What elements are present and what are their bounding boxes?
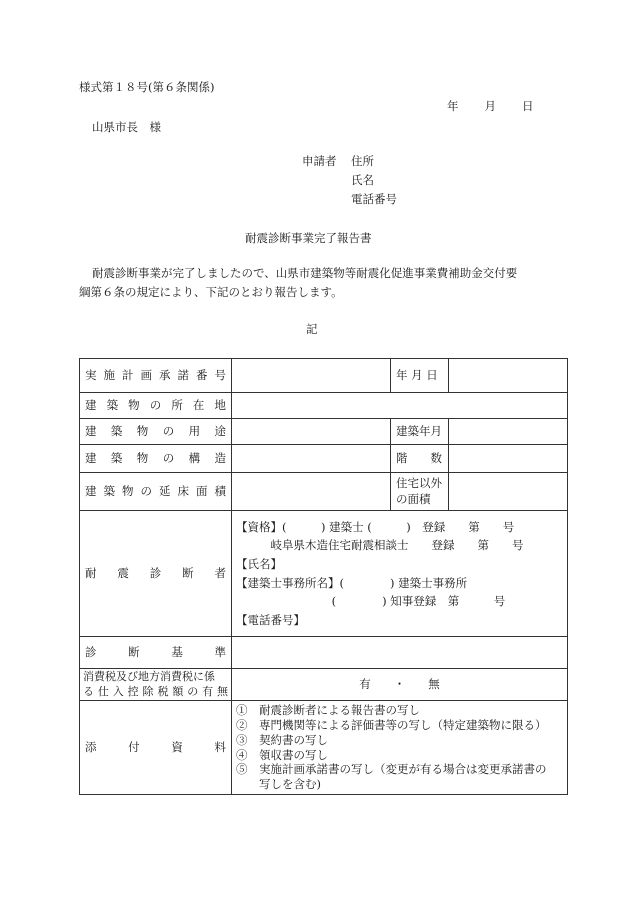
- attachment-item-4: ④ 領収書の写し: [236, 747, 328, 762]
- applicant-label: 申請者: [302, 154, 337, 168]
- usage-label: 建築物の用途: [80, 419, 232, 445]
- table-row-attachments: [80, 701, 568, 795]
- floors-label: 階 数: [391, 445, 449, 473]
- non-residential-area-label: [391, 473, 449, 511]
- floor-area-field[interactable]: [232, 473, 391, 511]
- table-row-usage: [80, 419, 568, 445]
- table-row-diagnostician: [80, 511, 568, 637]
- addressee: 山県市長 様: [92, 120, 161, 134]
- report-table: [79, 358, 568, 795]
- attachment-item-5: ⑤ 実施計画承諾書の写し（変更が有る場合は変更承諾書の: [236, 762, 547, 777]
- diagnostician-field[interactable]: [232, 511, 568, 637]
- applicant-address-label: 住所: [351, 154, 374, 168]
- usage-field[interactable]: [232, 419, 391, 445]
- date-line: 年 月 日: [447, 99, 535, 113]
- diagnostician-registration-line: ( ) 知事登録 第 号: [236, 594, 506, 609]
- location-field[interactable]: [232, 393, 568, 419]
- ki-marker: 記: [306, 322, 318, 336]
- tax-deduction-label-line1: 消費税及び地方消費税に係: [83, 670, 215, 684]
- attachment-item-2: ② 専門機関等による評価書等の写し（特定建築物に限る）: [236, 717, 547, 732]
- construction-year-label: 建築年月: [391, 419, 449, 445]
- approval-number-label: 実施計画承諾番号: [80, 359, 232, 393]
- non-residential-area-label-line1: 住宅以外: [396, 475, 442, 490]
- floor-area-label: 建築物の延床面積: [80, 473, 232, 511]
- applicant-name-label: 氏名: [351, 173, 374, 187]
- table-row-approval-number: [80, 359, 568, 393]
- table-row-structure: [80, 445, 568, 473]
- floors-field[interactable]: [449, 445, 568, 473]
- attachment-item-3: ③ 契約書の写し: [236, 732, 328, 747]
- approval-number-field[interactable]: [232, 359, 391, 393]
- structure-field[interactable]: [232, 445, 391, 473]
- table-row-tax-deduction: [80, 669, 568, 701]
- tax-deduction-choice[interactable]: 有 ・ 無: [232, 669, 568, 701]
- attachments-list: [232, 701, 568, 795]
- table-row-floor-area: [80, 473, 568, 511]
- non-residential-area-field[interactable]: [449, 473, 568, 511]
- tax-deduction-label: [80, 669, 232, 701]
- location-label: 建築物の所在地: [80, 393, 232, 419]
- construction-year-field[interactable]: [449, 419, 568, 445]
- diagnosis-standard-label: 診断基準: [80, 637, 232, 669]
- table-row-diagnosis-standard: [80, 637, 568, 669]
- diagnostician-phone-line: 【電話番号】: [236, 612, 305, 627]
- approval-date-field[interactable]: [449, 359, 568, 393]
- diagnostician-gifu-consultant-line: 岐阜県木造住宅耐震相談士 登録 第 号: [236, 538, 524, 553]
- applicant-phone-label: 電話番号: [351, 192, 397, 206]
- diagnostician-name-line: 【氏名】: [236, 556, 282, 571]
- attachment-item-5-cont: 写しを含む): [236, 777, 321, 792]
- body-line-2: 綱第６条の規定により、下記のとおり報告します。: [79, 285, 343, 299]
- body-line-1: 耐震診断事業が完了しましたので、山県市建築物等耐震化促進事業費補助金交付要: [92, 266, 518, 280]
- structure-label: 建築物の構造: [80, 445, 232, 473]
- table-row-location: [80, 393, 568, 419]
- non-residential-area-label-line2: の面積: [396, 491, 431, 506]
- attachment-item-1: ① 耐震診断者による報告書の写し: [236, 702, 420, 717]
- diagnostician-office-line: 【建築士事務所名】( ) 建築士事務所: [236, 575, 468, 590]
- attachments-label: 添付資料: [80, 701, 232, 795]
- form-number: 様式第１８号(第６条関係): [79, 80, 215, 94]
- diagnostician-qualification-line: 【資格】( ) 建築士 ( ) 登録 第 号: [236, 519, 515, 534]
- approval-date-label: 年 月 日: [391, 359, 449, 393]
- document-title: 耐震診断事業完了報告書: [245, 231, 372, 245]
- diagnostician-label: 耐震診断者: [80, 511, 232, 637]
- diagnosis-standard-field[interactable]: [232, 637, 568, 669]
- tax-deduction-label-line2: る仕入控除税額の有無: [83, 684, 228, 698]
